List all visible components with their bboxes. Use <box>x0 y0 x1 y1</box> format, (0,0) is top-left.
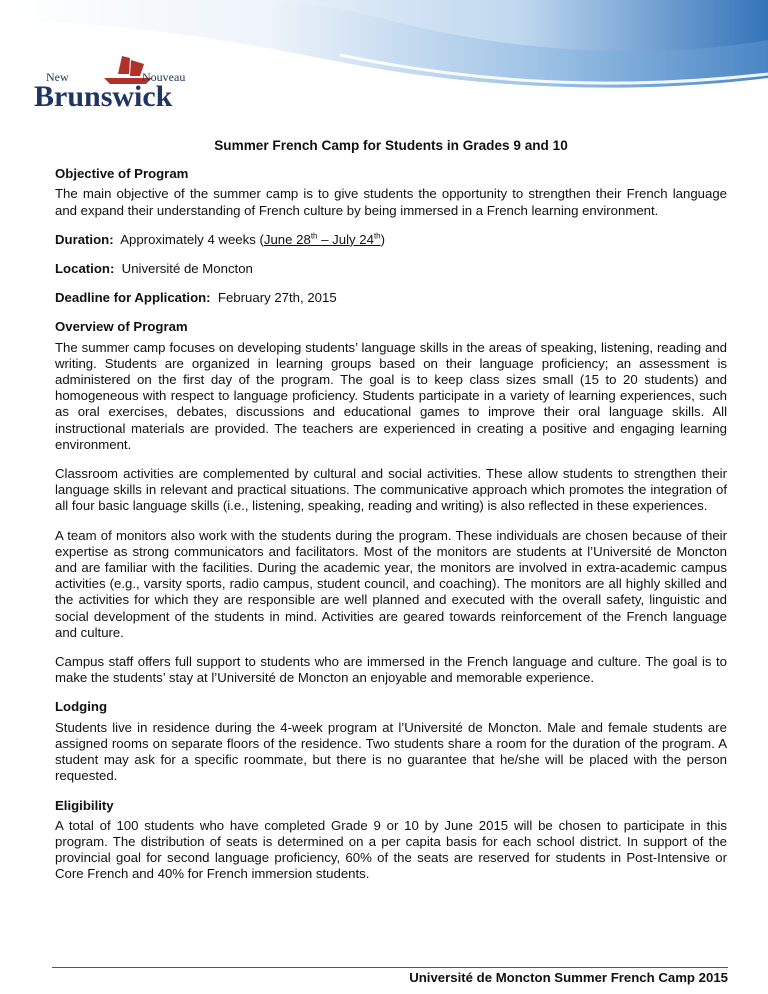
lodging-heading: Lodging <box>55 699 107 715</box>
duration-label: Duration: <box>55 231 114 247</box>
overview-paragraph-2: Classroom activities are complemented by cultural and social activities. These allow students to strengthen their language skills in relevant and practical situations. The communicative approach which promotes the integration of all four basic language skills (i.e., listening, speaking, reading and writing) is also reflected in these experiences. <box>55 466 727 514</box>
duration-text: Approximately 4 weeks ( <box>120 231 264 247</box>
location-field <box>55 261 727 277</box>
logo-line1-right: Nouveau <box>142 70 186 84</box>
overview-paragraph-1: The summer camp focuses on developing students’ language skills in the areas of speaking, listening, reading and writing. Students are organized in learning groups based on their language proficiency; an assessment is administered on the first day of the program. The goal is to keep class sizes small (15 to 20 students) and homogeneous with respect to language proficiency. Students participate in a variety of learning experiences, such as oral exercises, debates, discussions and educational games to improve their oral language skills. All instructional materials are provided. The teachers are experienced in creating a positive and engaging learning environment. <box>55 339 727 452</box>
lodging-text: Students live in residence during the 4-week program at l’Université de Moncton. Male and female students are assigned rooms on separate floors of the residence. Two students share a room for the duration of the program. A student may ask for a specific roommate, but there is no guarantee that he/she will be placed with the person requested. <box>55 719 727 784</box>
location-label: Location: <box>55 261 115 277</box>
new-brunswick-logo <box>34 52 224 117</box>
ship-icon <box>34 52 224 112</box>
objective-heading: Objective of Program <box>55 166 189 182</box>
objective-text: The main objective of the summer camp is to give students the opportunity to strengthen their French language and expand their understanding of French culture by being immersed in a French learning environment. <box>55 186 727 218</box>
deadline-value: February 27th, 2015 <box>217 290 337 306</box>
footer-text: Université de Moncton Summer French Camp 2015 <box>409 970 728 985</box>
eligibility-heading: Eligibility <box>55 797 114 813</box>
duration-end-sup: th <box>373 231 381 241</box>
duration-dates <box>264 232 381 247</box>
duration-start-sup: th <box>310 231 318 241</box>
document-body <box>55 138 727 896</box>
deadline-label: Deadline for Application: <box>55 290 211 306</box>
duration-field <box>55 232 727 248</box>
duration-dash: – <box>317 231 333 247</box>
overview-paragraph-3: A team of monitors also work with the students during the program. These individuals are chosen because of their expertise as strong communicators and facilitators. Most of the monitors are students at l’Université de Moncton and are familiar with the facilities. During the academic year, the monitors are involved in extra-academic campus activities (e.g., varsity sports, radio campus, student council, and coaching). The monitors are all highly skilled and the activities for which they are responsible are well planned and executed with the overall safety, linguistic and social development of the students in mind. Activities are geared towards reinforcement of the French language and culture. <box>55 527 727 640</box>
location-value: Université de Moncton <box>121 261 253 277</box>
duration-close: ) <box>380 231 386 247</box>
deadline-field <box>55 290 727 306</box>
logo-line2: Brunswick <box>34 80 173 112</box>
logo-line1-left: New <box>46 70 69 84</box>
page-title: Summer French Camp for Students in Grades 9 and 10 <box>214 138 568 153</box>
duration-start: June 28 <box>263 231 311 247</box>
overview-paragraph-4: Campus staff offers full support to students who are immersed in the French language and culture. The goal is to make the students’ stay at l’Université de Moncton an enjoyable and memorable experience. <box>55 654 727 686</box>
overview-heading: Overview of Program <box>55 319 188 335</box>
footer-divider <box>52 967 728 968</box>
duration-end: July 24 <box>332 231 374 247</box>
eligibility-text: A total of 100 students who have completed Grade 9 or 10 by June 2015 will be chosen to participate in this program. The distribution of seats is determined on a per capita basis for each school district. In support of the provincial goal for second language proficiency, 60% of the seats are reserved for students in Post-Intensive or Core French and 40% for French immersion students. <box>55 817 727 882</box>
